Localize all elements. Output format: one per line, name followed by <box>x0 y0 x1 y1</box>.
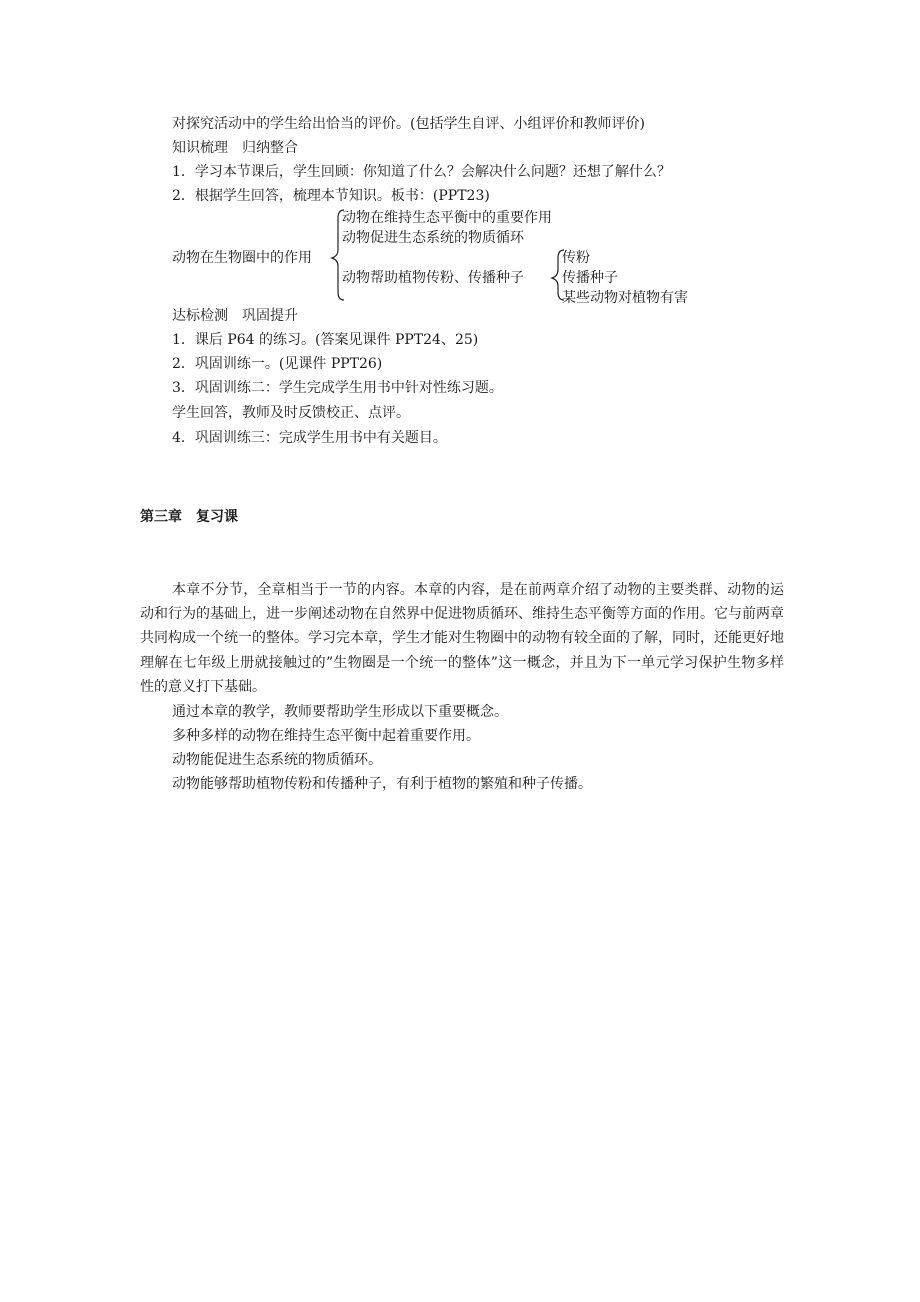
evaluation-line: 对探究活动中的学生给出恰当的评价。(包括学生自评、小组评价和教师评价) <box>172 116 645 132</box>
chapter-paragraph-2: 通过本章的教学，教师要帮助学生形成以下重要概念。 <box>172 704 508 720</box>
board-sub-1: 传粉 <box>562 250 590 266</box>
review-item-1: 1．学习本节课后，学生回顾：你知道了什么？会解决什么问题？还想了解什么？ <box>172 164 671 180</box>
chapter-paragraph-5: 动物能够帮助植物传粉和传播种子，有利于植物的繁殖和种子传播。 <box>172 776 592 792</box>
practice-item-1: 1．课后 P64 的练习。(答案见课件 PPT24、25) <box>172 332 479 348</box>
board-sub-2: 传播种子 <box>562 270 618 286</box>
board-root: 动物在生物圈中的作用 <box>172 250 312 266</box>
chapter-paragraph-3: 多种多样的动物在维持生态平衡中起着重要作用。 <box>172 728 480 744</box>
blackboard-diagram <box>172 206 732 306</box>
chapter-heading: 第三章 复习课 <box>140 509 238 525</box>
practice-note: 学生回答，教师及时反馈校正、点评。 <box>172 405 410 421</box>
chapter-intro <box>140 578 784 699</box>
practice-item-4: 4．巩固训练三：完成学生用书中有关题目。 <box>172 430 447 446</box>
chapter-intro-text: 本章不分节，全章相当于一节的内容。本章的内容，是在前两章介绍了动物的主要类群、动物的运动和行为的基础上，进一步阐述动物在自然界中促进物质循环、维持生态平衡等方面的作用。它与前两章共同构成一个统一的整体。学习完本章，学生才能对生物圈中的动物有较全面的了解，同时，还能更好地理解在七年级上册就接触过的”生物圈是一个统一的整体”这一概念，并且为下一单元学习保护生物多样性的意义打下基础。 <box>140 582 784 695</box>
section-title-knowledge: 知识梳理 归纳整合 <box>172 140 298 156</box>
board-branch-3: 动物帮助植物传粉、传播种子 <box>342 270 524 286</box>
section-title-practice: 达标检测 巩固提升 <box>172 308 298 324</box>
practice-item-3: 3．巩固训练二：学生完成学生用书中针对性练习题。 <box>172 380 503 396</box>
review-item-2: 2．根据学生回答，梳理本节知识。板书：(PPT23) <box>172 188 490 204</box>
practice-item-2: 2．巩固训练一。(见课件 PPT26) <box>172 356 383 372</box>
board-sub-3: 某些动物对植物有害 <box>562 290 688 306</box>
chapter-paragraph-4: 动物能促进生态系统的物质循环。 <box>172 752 382 768</box>
board-branch-2: 动物促进生态系统的物质循环 <box>342 230 524 246</box>
board-branch-1: 动物在维持生态平衡中的重要作用 <box>342 210 552 226</box>
